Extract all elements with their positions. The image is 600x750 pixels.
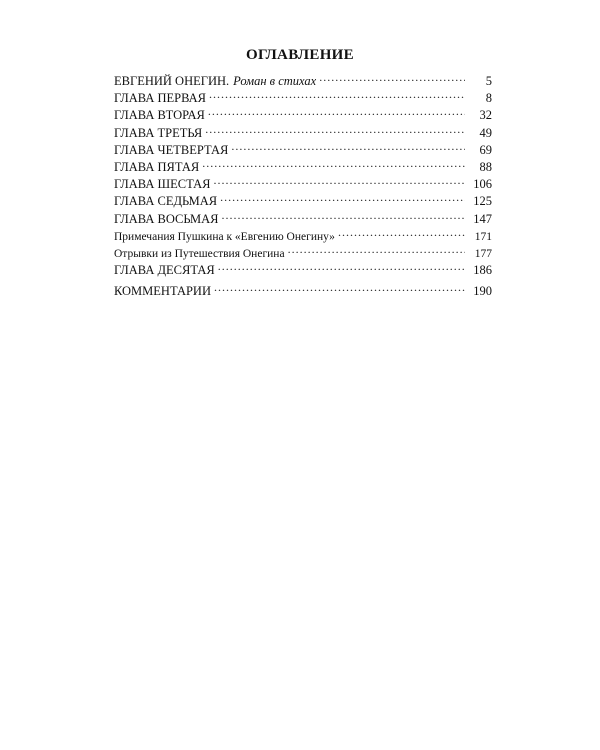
dot-leader <box>288 243 465 257</box>
toc-entry-page: 190 <box>473 284 492 299</box>
toc-entry[interactable] <box>114 260 492 277</box>
toc-entry-label: ГЛАВА ЧЕТВЕРТАЯ <box>114 142 229 157</box>
toc-entry-page: 186 <box>473 263 492 278</box>
toc-entry-page: 125 <box>473 194 492 209</box>
dot-leader <box>319 71 465 85</box>
toc-entry-label: ГЛАВА ПЯТАЯ <box>114 159 200 174</box>
dot-leader <box>209 88 465 102</box>
toc-entry-label: ГЛАВА СЕДЬМАЯ <box>114 194 218 209</box>
toc-entry-label: ГЛАВА ВОСЬМАЯ <box>114 211 219 226</box>
dot-leader <box>213 174 465 188</box>
toc-entry-label: Примечания Пушкина к «Евгению Онегину» <box>114 230 335 243</box>
toc-entry-label: ГЛАВА ШЕСТАЯ <box>114 177 211 192</box>
page-title: ОГЛАВЛЕНИЕ <box>246 47 354 63</box>
dot-leader <box>205 123 465 137</box>
dot-leader <box>231 140 465 154</box>
toc-entry-label: ГЛАВА ТРЕТЬЯ <box>114 125 203 140</box>
toc-entry-page: 32 <box>479 108 492 123</box>
toc-entry-page: 5 <box>485 74 492 88</box>
dot-leader <box>214 281 465 295</box>
toc-entry[interactable] <box>114 191 492 208</box>
toc-entry-page: 8 <box>485 91 492 106</box>
toc-entry-page: 69 <box>479 142 492 157</box>
toc-entry[interactable] <box>114 174 492 191</box>
toc-entry-label: ГЛАВА ВТОРАЯ <box>114 108 205 123</box>
toc-entry-subtitle: Роман в стихах <box>233 74 317 88</box>
toc-entry[interactable] <box>114 226 492 243</box>
toc-entry-page: 177 <box>474 247 492 260</box>
toc-entry[interactable] <box>114 123 492 140</box>
toc-entry[interactable] <box>114 209 492 226</box>
toc-entry[interactable] <box>114 140 492 157</box>
toc-entry-page: 147 <box>473 211 492 226</box>
dot-leader <box>218 260 465 274</box>
dot-leader <box>220 191 465 205</box>
toc-entry[interactable] <box>114 88 492 105</box>
dot-leader <box>202 157 465 171</box>
toc-entry-page: 171 <box>474 230 492 243</box>
toc-entry-page: 49 <box>479 125 492 140</box>
toc-entry-label: ГЛАВА ДЕСЯТАЯ <box>114 263 215 278</box>
dot-leader <box>338 226 465 240</box>
dot-leader <box>222 209 465 223</box>
toc-entry-page: 106 <box>473 177 492 192</box>
toc-entry[interactable] <box>114 71 492 88</box>
toc-entry[interactable] <box>114 281 492 298</box>
toc-entry-label: КОММЕНТАРИИ <box>114 284 211 299</box>
toc-entry-label: Отрывки из Путешествия Онегина <box>114 247 285 260</box>
table-of-contents <box>114 71 492 298</box>
dot-leader <box>208 105 465 119</box>
toc-entry[interactable] <box>114 105 492 122</box>
toc-entry[interactable] <box>114 157 492 174</box>
toc-entry-title: ЕВГЕНИЙ ОНЕГИН. <box>114 74 230 88</box>
toc-entry[interactable] <box>114 243 492 260</box>
toc-entry-page: 88 <box>479 159 492 174</box>
toc-entry-label: ГЛАВА ПЕРВАЯ <box>114 91 207 106</box>
